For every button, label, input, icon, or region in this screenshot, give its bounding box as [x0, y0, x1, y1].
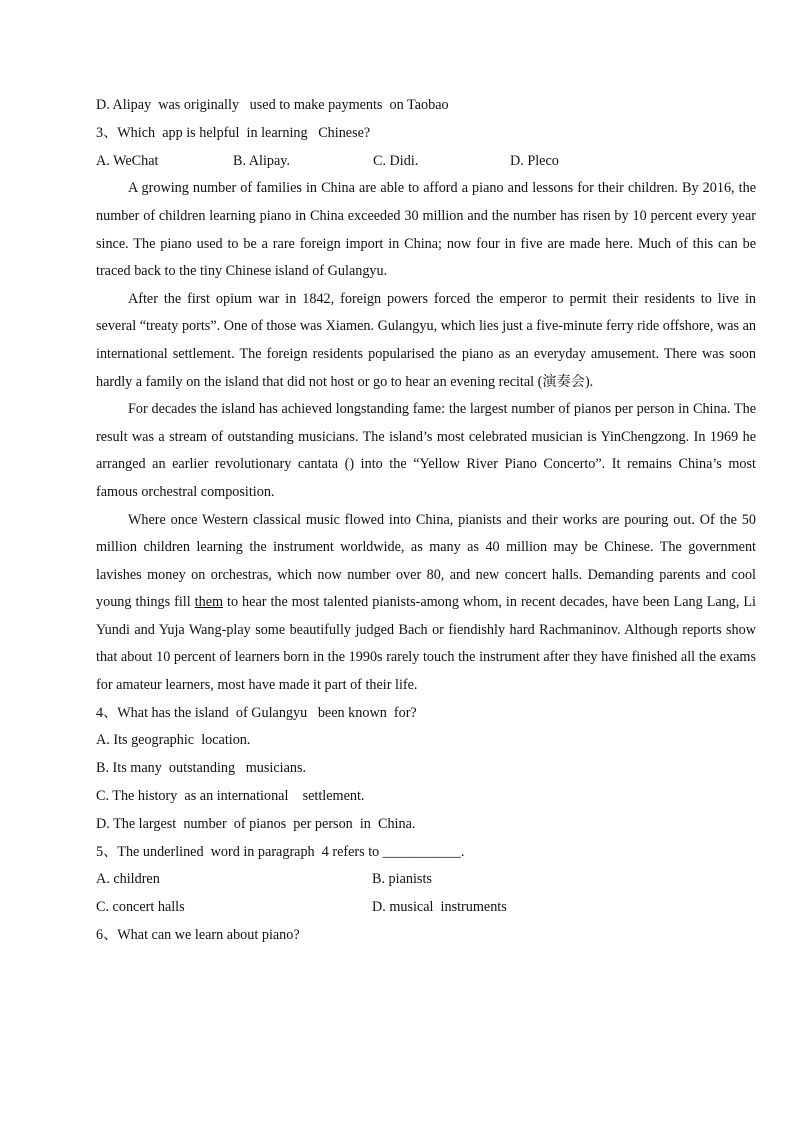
passage-paragraph-3: For decades the island has achieved longstanding fame: the largest number of pianos per person in China. The result was a stream of outstanding musicians. The island’s most celebrated musician is YinChengzong. In 1969 he arranged an earlier revolutionary cantata () into the “Yellow River Piano Concerto”. It remains China’s most famous orchestral composition.: [96, 401, 756, 500]
underlined-word: them: [194, 594, 224, 611]
q3-options: [96, 148, 756, 176]
paragraph-4-text-start: Where once Western classical music flowed into China, pianists and their works are pouring out. Of the 50 million children learning the instrument worldwide, as many as 40 million may be Chinese. The government lavishes money on orchestras, which now number over 80, and new concert halls. Demanding parents and cool young things fill: [96, 511, 756, 611]
q5-option-a: A. children: [96, 871, 160, 888]
q4-option-b: B. Its many outstanding musicians.: [96, 760, 307, 777]
q6-question: 6、What can we learn about piano?: [96, 927, 300, 944]
q5-option-b: B. pianists: [372, 871, 432, 888]
q4-option-c: C. The history as an international settlement.: [96, 788, 365, 805]
q3-option-a: A. WeChat: [96, 152, 159, 169]
document-page: [96, 92, 756, 950]
q3-option-b: B. Alipay.: [233, 152, 291, 169]
paragraph-4-text-end: to hear the most talented pianists-among whom, in recent decades, have been Lang Lang, Li Yundi and Yuja Wang-play some beautifully judged Bach or fiendishly hard Rachmaninov. Although reports show that about 10 percent of learners born in the 1990s rarely touch the instrument after they have finished all the exams for amateur learners, most have made it part of their life.: [96, 594, 756, 694]
q5-options-row-2: [96, 894, 756, 922]
q5-option-d: D. musical instruments: [372, 899, 507, 916]
q3-question: 3、Which app is helpful in learning Chinese?: [96, 124, 371, 141]
q4-question: 4、What has the island of Gulangyu been known for?: [96, 704, 417, 721]
q4-option-a: A. Its geographic location.: [96, 732, 251, 749]
q5-question: 5、The underlined word in paragraph 4 refers to ___________.: [96, 843, 465, 860]
passage-paragraph-2: After the first opium war in 1842, foreign powers forced the emperor to permit their residents to live in several “treaty ports”. One of those was Xiamen. Gulangyu, which lies just a five-minute ferry ride offshore, was an international settlement. The foreign residents popularised the piano as an everyday amusement. There was soon hardly a family on the island that did not host or go to hear an evening recital (演奏会).: [96, 290, 756, 390]
q5-option-c: C. concert halls: [96, 899, 185, 916]
passage-paragraph-4: [96, 507, 756, 700]
q4-option-d: D. The largest number of pianos per person in China.: [96, 815, 416, 832]
q5-options-row-1: [96, 866, 756, 894]
q3-option-d: D. Pleco: [510, 152, 559, 169]
q2-option-d: D. Alipay was originally used to make payments on Taobao: [96, 97, 449, 113]
passage-paragraph-1: A growing number of families in China are able to afford a piano and lessons for their children. By 2016, the number of children learning piano in China exceeded 30 million and the number has risen by 10 percent every year since. The piano used to be a rare foreign import in China; now four in five are made here. Much of this can be traced back to the tiny Chinese island of Gulangyu.: [96, 180, 756, 280]
q3-option-c: C. Didi.: [373, 152, 419, 169]
